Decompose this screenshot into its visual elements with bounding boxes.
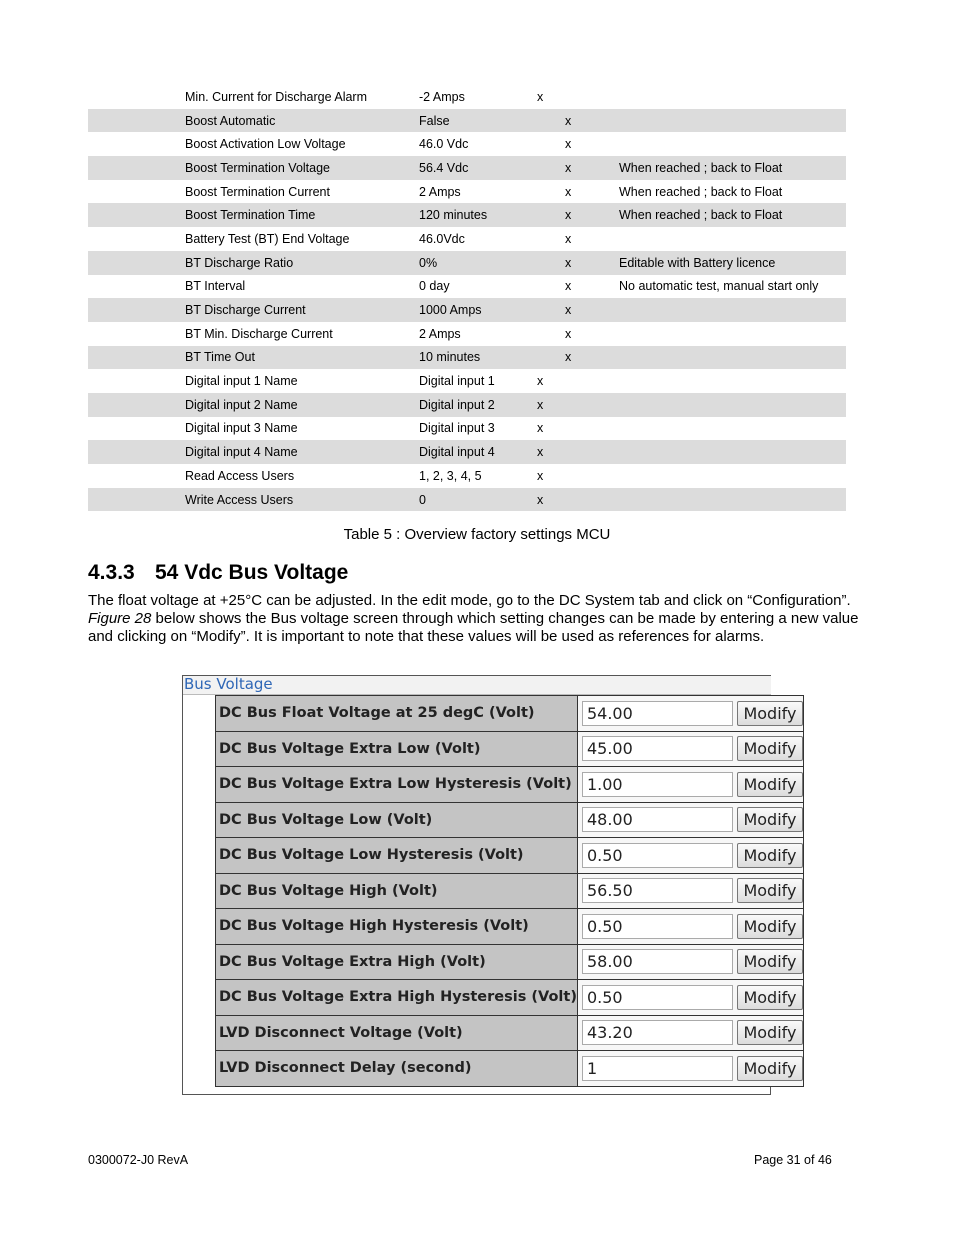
setting-value: Digital input 1 bbox=[419, 374, 495, 389]
bus-voltage-row bbox=[216, 980, 804, 1016]
setting-mark-1 bbox=[537, 346, 565, 370]
settings-row bbox=[88, 156, 846, 180]
bus-voltage-control bbox=[577, 802, 803, 838]
setting-mark-2 bbox=[565, 417, 619, 441]
row-spacer bbox=[88, 346, 185, 370]
row-spacer bbox=[88, 298, 185, 322]
section-number: 4.3.3 bbox=[88, 561, 135, 584]
setting-value: Digital input 4 bbox=[419, 440, 537, 464]
row-spacer bbox=[88, 227, 185, 251]
bus-voltage-input[interactable] bbox=[582, 772, 733, 797]
footer-page-number: Page 31 of 46 bbox=[754, 1153, 832, 1167]
setting-name: BT Discharge Current bbox=[185, 298, 419, 322]
bus-voltage-row bbox=[216, 696, 804, 732]
setting-value: 56.4 Vdc bbox=[419, 156, 537, 180]
row-spacer bbox=[88, 132, 185, 156]
setting-value: 10 minutes bbox=[419, 346, 537, 370]
row-spacer bbox=[88, 85, 185, 109]
setting-mark-2 bbox=[565, 85, 619, 109]
row-spacer bbox=[88, 109, 185, 133]
footer-doc-id: 0300072-J0 RevA bbox=[88, 1153, 189, 1167]
setting-name: Write Access Users bbox=[185, 488, 419, 512]
row-spacer bbox=[88, 440, 185, 464]
setting-value: Digital input 2 bbox=[419, 393, 537, 417]
setting-note: When reached ; back to Float bbox=[619, 156, 846, 180]
setting-name: BT Min. Discharge Current bbox=[185, 326, 333, 341]
modify-button[interactable]: Modify bbox=[737, 878, 803, 903]
setting-mark-1 bbox=[537, 227, 565, 251]
modify-button[interactable]: Modify bbox=[737, 1056, 803, 1081]
bus-voltage-form bbox=[215, 695, 804, 1087]
setting-mark-1 bbox=[537, 298, 565, 322]
modify-button[interactable]: Modify bbox=[737, 985, 803, 1010]
setting-name: Boost Termination Current bbox=[185, 184, 330, 199]
row-spacer bbox=[88, 251, 185, 275]
settings-row bbox=[88, 298, 846, 322]
setting-name: BT Interval bbox=[185, 279, 246, 294]
setting-note bbox=[619, 488, 846, 512]
setting-note bbox=[619, 85, 846, 109]
setting-mark-1: x bbox=[537, 440, 565, 464]
bus-voltage-control bbox=[577, 980, 803, 1016]
bus-voltage-control bbox=[577, 944, 803, 980]
bus-voltage-control bbox=[577, 1015, 803, 1051]
bus-voltage-row bbox=[216, 767, 804, 803]
setting-name: Digital input 1 Name bbox=[185, 374, 298, 389]
modify-button[interactable]: Modify bbox=[737, 949, 803, 974]
modify-button[interactable]: Modify bbox=[737, 701, 803, 726]
bus-voltage-input[interactable] bbox=[582, 985, 733, 1010]
setting-mark-2: x bbox=[565, 109, 619, 133]
row-spacer bbox=[88, 180, 185, 204]
setting-mark-1 bbox=[537, 132, 565, 156]
setting-name: BT Time Out bbox=[185, 346, 419, 370]
setting-name: Boost Activation Low Voltage bbox=[185, 137, 346, 152]
modify-button[interactable]: Modify bbox=[737, 736, 803, 761]
setting-note bbox=[619, 393, 846, 417]
row-spacer bbox=[88, 488, 185, 512]
setting-value: 2 Amps bbox=[419, 326, 461, 341]
settings-row bbox=[88, 227, 846, 251]
setting-note bbox=[619, 369, 846, 393]
bus-voltage-panel bbox=[182, 675, 797, 1095]
row-spacer bbox=[88, 203, 185, 227]
setting-mark-2: x bbox=[565, 231, 572, 246]
settings-row bbox=[88, 203, 846, 227]
bus-voltage-input[interactable] bbox=[582, 1056, 733, 1081]
bus-voltage-rows bbox=[216, 696, 804, 1087]
setting-note bbox=[619, 346, 846, 370]
bus-voltage-label: DC Bus Voltage Extra High (Volt) bbox=[216, 944, 578, 980]
setting-mark-1 bbox=[537, 251, 565, 275]
bus-voltage-row bbox=[216, 1015, 804, 1051]
row-spacer bbox=[88, 322, 185, 346]
bus-voltage-input[interactable] bbox=[582, 736, 733, 761]
bus-voltage-input[interactable] bbox=[582, 878, 733, 903]
settings-row bbox=[88, 180, 846, 204]
setting-mark-2: x bbox=[565, 184, 572, 199]
paragraph-text-2: below shows the Bus voltage screen through which setting changes can be made by entering a new value and clicking on “Modify”. It is important to note that these values will be used as references for alarms. bbox=[88, 610, 859, 645]
settings-row bbox=[88, 440, 846, 464]
section-heading bbox=[88, 561, 348, 585]
settings-row bbox=[88, 322, 846, 346]
setting-name: Boost Automatic bbox=[185, 109, 419, 133]
setting-value: 46.0 Vdc bbox=[419, 137, 469, 152]
settings-row bbox=[88, 393, 846, 417]
setting-mark-1: x bbox=[537, 468, 544, 483]
setting-value: 0 day bbox=[419, 279, 450, 294]
settings-row bbox=[88, 464, 846, 488]
bus-voltage-label: DC Bus Voltage High Hysteresis (Volt) bbox=[216, 909, 578, 945]
setting-mark-2 bbox=[565, 464, 619, 488]
factory-settings-body bbox=[88, 85, 846, 511]
setting-name: Read Access Users bbox=[185, 468, 295, 483]
setting-mark-2 bbox=[565, 488, 619, 512]
bus-voltage-control bbox=[577, 767, 803, 803]
modify-button[interactable]: Modify bbox=[737, 1020, 803, 1045]
setting-note: When reached ; back to Float bbox=[619, 184, 783, 199]
setting-value: 0% bbox=[419, 251, 537, 275]
setting-mark-2: x bbox=[565, 346, 619, 370]
setting-mark-1 bbox=[537, 203, 565, 227]
setting-mark-1: x bbox=[537, 374, 544, 389]
bus-voltage-label: DC Bus Voltage High (Volt) bbox=[216, 873, 578, 909]
bus-voltage-control bbox=[577, 696, 803, 732]
bus-voltage-label: LVD Disconnect Delay (second) bbox=[216, 1051, 578, 1087]
settings-row bbox=[88, 109, 846, 133]
setting-note bbox=[619, 464, 846, 488]
setting-name: Digital input 4 Name bbox=[185, 440, 419, 464]
setting-note: Editable with Battery licence bbox=[619, 251, 846, 275]
settings-row bbox=[88, 85, 846, 109]
bus-voltage-label: DC Bus Voltage Low (Volt) bbox=[216, 802, 578, 838]
setting-name: Boost Termination Voltage bbox=[185, 156, 419, 180]
settings-row bbox=[88, 132, 846, 156]
bus-voltage-label: DC Bus Float Voltage at 25 degC (Volt) bbox=[216, 696, 578, 732]
row-spacer bbox=[88, 393, 185, 417]
setting-note: When reached ; back to Float bbox=[619, 203, 846, 227]
setting-value: 1000 Amps bbox=[419, 298, 537, 322]
setting-mark-2 bbox=[565, 369, 619, 393]
bus-voltage-input[interactable] bbox=[582, 949, 733, 974]
bus-voltage-control bbox=[577, 1051, 803, 1087]
bus-voltage-row bbox=[216, 1051, 804, 1087]
bus-voltage-control bbox=[577, 838, 803, 874]
setting-value: 120 minutes bbox=[419, 203, 537, 227]
section-paragraph bbox=[88, 592, 868, 646]
bus-voltage-row bbox=[216, 909, 804, 945]
setting-mark-2: x bbox=[565, 326, 572, 341]
setting-mark-2: x bbox=[565, 137, 572, 152]
setting-note bbox=[619, 417, 846, 441]
modify-button[interactable]: Modify bbox=[737, 914, 803, 939]
setting-mark-1: x bbox=[537, 421, 544, 436]
setting-mark-1 bbox=[537, 275, 565, 299]
row-spacer bbox=[88, 417, 185, 441]
bus-voltage-title: Bus Voltage bbox=[183, 676, 771, 695]
setting-mark-2: x bbox=[565, 251, 619, 275]
row-spacer bbox=[88, 369, 185, 393]
settings-row bbox=[88, 251, 846, 275]
setting-note bbox=[619, 298, 846, 322]
bus-voltage-row bbox=[216, 838, 804, 874]
bus-voltage-label: DC Bus Voltage Extra Low (Volt) bbox=[216, 731, 578, 767]
bus-voltage-control bbox=[577, 909, 803, 945]
paragraph-text-1: The float voltage at +25°C can be adjusted. In the edit mode, go to the DC System tab and click on “Configuration”. bbox=[88, 592, 851, 609]
setting-note bbox=[619, 227, 846, 251]
bus-voltage-control bbox=[577, 731, 803, 767]
bus-voltage-control bbox=[577, 873, 803, 909]
factory-settings-table bbox=[88, 85, 846, 511]
setting-note bbox=[619, 132, 846, 156]
bus-voltage-label: LVD Disconnect Voltage (Volt) bbox=[216, 1015, 578, 1051]
settings-row bbox=[88, 275, 846, 299]
table-caption: Table 5 : Overview factory settings MCU bbox=[343, 526, 611, 543]
setting-note bbox=[619, 322, 846, 346]
setting-value: False bbox=[419, 109, 537, 133]
setting-name: Boost Termination Time bbox=[185, 203, 419, 227]
setting-mark-2: x bbox=[565, 279, 572, 294]
bus-voltage-input[interactable] bbox=[582, 843, 733, 868]
bus-voltage-row bbox=[216, 802, 804, 838]
bus-voltage-label: DC Bus Voltage Extra High Hysteresis (Volt) bbox=[216, 980, 578, 1016]
setting-name: Min. Current for Discharge Alarm bbox=[185, 89, 368, 104]
setting-value: 1, 2, 3, 4, 5 bbox=[419, 468, 482, 483]
settings-row bbox=[88, 488, 846, 512]
setting-note bbox=[619, 440, 846, 464]
section-title: 54 Vdc Bus Voltage bbox=[155, 561, 349, 584]
setting-name: Battery Test (BT) End Voltage bbox=[185, 231, 350, 246]
bus-voltage-label: DC Bus Voltage Low Hysteresis (Volt) bbox=[216, 838, 578, 874]
bus-voltage-row bbox=[216, 944, 804, 980]
row-spacer bbox=[88, 275, 185, 299]
setting-mark-2: x bbox=[565, 203, 619, 227]
setting-note bbox=[619, 109, 846, 133]
setting-name: BT Discharge Ratio bbox=[185, 251, 419, 275]
figure-reference: Figure 28 bbox=[88, 610, 152, 627]
setting-mark-1 bbox=[537, 156, 565, 180]
setting-mark-1 bbox=[537, 180, 565, 204]
row-spacer bbox=[88, 464, 185, 488]
bus-voltage-input[interactable] bbox=[582, 807, 733, 832]
setting-mark-1 bbox=[537, 109, 565, 133]
setting-name: Digital input 2 Name bbox=[185, 393, 419, 417]
setting-mark-1 bbox=[537, 322, 565, 346]
row-spacer bbox=[88, 156, 185, 180]
settings-row bbox=[88, 369, 846, 393]
setting-mark-1: x bbox=[537, 393, 565, 417]
settings-row bbox=[88, 346, 846, 370]
bus-voltage-input[interactable] bbox=[582, 914, 733, 939]
setting-mark-1: x bbox=[537, 488, 565, 512]
setting-mark-2: x bbox=[565, 156, 619, 180]
setting-mark-1: x bbox=[537, 89, 544, 104]
setting-name: Digital input 3 Name bbox=[185, 421, 298, 436]
bus-voltage-input[interactable] bbox=[582, 1020, 733, 1045]
setting-mark-2: x bbox=[565, 298, 619, 322]
setting-note: No automatic test, manual start only bbox=[619, 279, 819, 294]
modify-button[interactable]: Modify bbox=[737, 807, 803, 832]
bus-voltage-input[interactable] bbox=[582, 701, 733, 726]
bus-voltage-row bbox=[216, 731, 804, 767]
setting-value: Digital input 3 bbox=[419, 421, 495, 436]
setting-mark-2 bbox=[565, 440, 619, 464]
setting-value: 0 bbox=[419, 488, 537, 512]
bus-voltage-label: DC Bus Voltage Extra Low Hysteresis (Volt) bbox=[216, 767, 578, 803]
modify-button[interactable]: Modify bbox=[737, 843, 803, 868]
setting-value: -2 Amps bbox=[419, 89, 465, 104]
setting-mark-2 bbox=[565, 393, 619, 417]
settings-row bbox=[88, 417, 846, 441]
bus-voltage-row bbox=[216, 873, 804, 909]
modify-button[interactable]: Modify bbox=[737, 772, 803, 797]
setting-value: 46.0Vdc bbox=[419, 231, 465, 246]
setting-value: 2 Amps bbox=[419, 184, 461, 199]
